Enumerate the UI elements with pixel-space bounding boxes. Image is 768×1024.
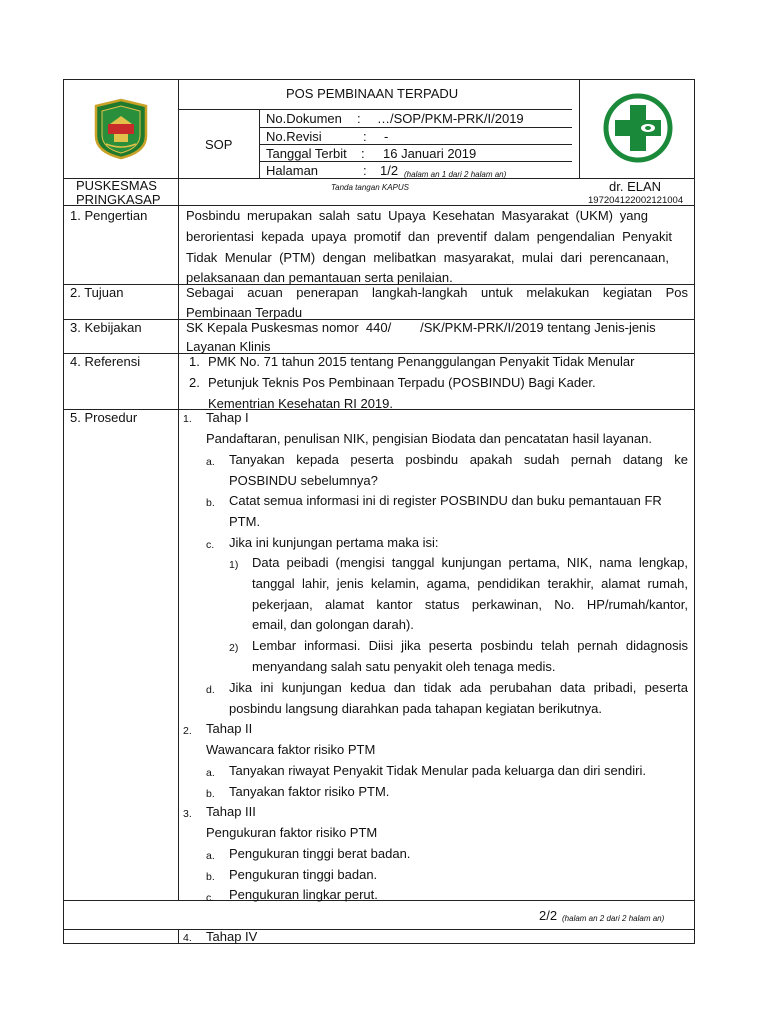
referensi-number: 1. [189, 354, 200, 369]
footer-page-number: 2/2 [539, 908, 558, 923]
step-description: Wawancara faktor risiko PTM [206, 742, 376, 757]
pengertian-text: pelaksanaan dan pemantauan serta penilaian. [186, 270, 453, 285]
kebijakan-text: SK Kepala Puskesmas nomor 440/ /SK/PKM-PRK/I/2019 tentang Jenis-jenis [186, 320, 656, 335]
referensi-item: Kementrian Kesehatan RI 2019. [208, 396, 394, 411]
halaman-value: 1/2 [380, 163, 399, 178]
header-divider [178, 79, 179, 205]
puskesmas-name: PUSKESMAS [76, 178, 157, 193]
colon: : [363, 163, 367, 178]
district-logo-icon [90, 98, 152, 160]
pengertian-text: Tidak Menular (PTM) dengan melibatkan masyarakat, mulai dari perencanaan, [186, 250, 669, 265]
row-label-prosedur: 5. Prosedur [70, 410, 138, 425]
sub-substep-number: 1) [229, 559, 239, 571]
referensi-item: PMK No. 71 tahun 2015 tentang Penanggulangan Penyakit Tidak Menular [208, 354, 635, 369]
substep-text: Jika ini kunjungan kedua dan tidak ada perubahan data pribadi, peserta [229, 680, 688, 695]
halaman-label: Halaman [266, 163, 319, 178]
substep-text: PTM. [229, 514, 261, 529]
footer-box-border [63, 943, 695, 944]
step-title: Tahap IV [206, 929, 258, 944]
sub-substep-text: Lembar informasi. Diisi jika peserta posbindu telah pernah didagnosis [252, 638, 688, 653]
signer-name: dr. ELAN [609, 179, 662, 194]
step-title: Tahap III [206, 804, 256, 819]
colon: : [361, 146, 365, 161]
tujuan-text: Pembinaan Terpadu [186, 305, 303, 320]
kebijakan-text: Layanan Klinis [186, 339, 271, 354]
puskesmas-logo-icon [603, 93, 673, 163]
footer-box-border [63, 929, 695, 930]
substep-letter: a. [206, 767, 215, 779]
no-dokumen-label: No.Dokumen [266, 111, 342, 126]
substep-text: Jika ini kunjungan pertama maka isi: [229, 535, 439, 550]
substep-letter: c. [206, 539, 215, 551]
halaman-note: (halam an 1 dari 2 halam an) [404, 170, 507, 179]
substep-letter: a. [206, 456, 215, 468]
substep-text: Pengukuran lingkar perut. [229, 887, 378, 902]
header-divider [259, 161, 572, 162]
footer-box-border [63, 900, 695, 901]
table-border-left [63, 79, 64, 900]
no-revisi-label: No.Revisi [266, 129, 322, 144]
footer-box-border [63, 900, 64, 943]
substep-letter: c. [206, 892, 215, 904]
substep-text: Pengukuran tinggi badan. [229, 867, 378, 882]
document-title: POS PEMBINAAN TERPADU [286, 86, 459, 101]
step-number: 1. [183, 413, 192, 425]
colon: : [357, 111, 361, 126]
header-divider [579, 79, 580, 178]
substep-text: Pengukuran tinggi berat badan. [229, 846, 411, 861]
row-label-kebijakan: 3. Kebijakan [70, 320, 142, 335]
pengertian-text: berorientasi kepada upaya promotif dan preventif dalam pengendalian Penyakit [186, 229, 672, 244]
tanggal-terbit-value: 16 Januari 2019 [383, 146, 477, 161]
row-label-tujuan: 2. Tujuan [70, 285, 124, 300]
row-label-referensi: 4. Referensi [70, 354, 141, 369]
pengertian-text: Posbindu merupakan salah satu Upaya Kesehatan Masyarakat (UKM) yang [186, 208, 648, 223]
substep-text: posbindu langsung diarahkan pada tahapan kegiatan berikutnya. [229, 701, 602, 716]
sub-substep-text: menyandang salah satu penyakit oleh tenaga medis. [252, 659, 556, 674]
substep-text: POSBINDU sebelumnya? [229, 473, 378, 488]
substep-letter: d. [206, 684, 215, 696]
tujuan-text: Sebagai acuan penerapan langkah-langkah untuk melakukan kegiatan Pos [186, 285, 688, 300]
row-label-pengertian: 1. Pengertian [70, 208, 148, 223]
table-border-right [694, 79, 695, 900]
header-divider [63, 178, 695, 179]
substep-text: Tanyakan kepada peserta posbindu apakah sudah pernah datang ke [229, 452, 688, 467]
sub-substep-text: email, dan golongan darah). [252, 617, 414, 632]
signer-nip: 197204122002121004 [588, 195, 684, 206]
footer-box-border [178, 929, 179, 943]
referensi-number: 2. [189, 375, 200, 390]
colon: : [363, 129, 367, 144]
step-number: 2. [183, 725, 192, 737]
step-description: Pandaftaran, penulisan NIK, pengisian Biodata dan pencatatan hasil layanan. [206, 431, 652, 446]
sub-substep-number: 2) [229, 642, 239, 654]
substep-letter: b. [206, 497, 215, 509]
header-divider [259, 144, 572, 145]
no-revisi-value: - [384, 129, 389, 144]
substep-text: Tanyakan riwayat Penyakit Tidak Menular pada keluarga dan diri sendiri. [229, 763, 646, 778]
header-divider [178, 109, 572, 110]
step-number: 4. [183, 932, 192, 944]
referensi-item: Petunjuk Teknis Pos Pembinaan Terpadu (POSBINDU) Bagi Kader. [208, 375, 596, 390]
signature-caption: Tanda tangan KAPUS [331, 183, 409, 192]
step-title: Tahap II [206, 721, 253, 736]
footer-page-note: (halam an 2 dari 2 halam an) [562, 914, 665, 923]
substep-letter: a. [206, 850, 215, 862]
sub-substep-text: pekerjaan, alamat kantor status perkawinan, No. HP/rumah/kantor, [252, 597, 688, 612]
table-border-top [63, 79, 695, 80]
label-column-divider [178, 205, 179, 900]
step-number: 3. [183, 808, 192, 820]
step-description: Pengukuran faktor risiko PTM [206, 825, 378, 840]
header-divider [259, 127, 572, 128]
puskesmas-name: PRINGKASAP [76, 192, 161, 207]
no-dokumen-value: …/SOP/PKM-PRK/I/2019 [377, 111, 524, 126]
tanggal-terbit-label: Tanggal Terbit [266, 146, 347, 161]
sub-substep-text: Data peibadi (mengisi tanggal kunjungan pertama, NIK, nama lengkap, [252, 555, 688, 570]
substep-text: Tanyakan faktor risiko PTM. [229, 784, 390, 799]
substep-text: Catat semua informasi ini di register POSBINDU dan buku pemantauan FR [229, 493, 662, 508]
substep-letter: b. [206, 788, 215, 800]
footer-box-border [694, 900, 695, 943]
sop-label: SOP [205, 137, 233, 152]
substep-letter: b. [206, 871, 215, 883]
sub-substep-text: tanggal lahir, jenis kelamin, agama, pendidikan terakhir, alamat rumah, [252, 576, 688, 591]
step-title: Tahap I [206, 410, 249, 425]
